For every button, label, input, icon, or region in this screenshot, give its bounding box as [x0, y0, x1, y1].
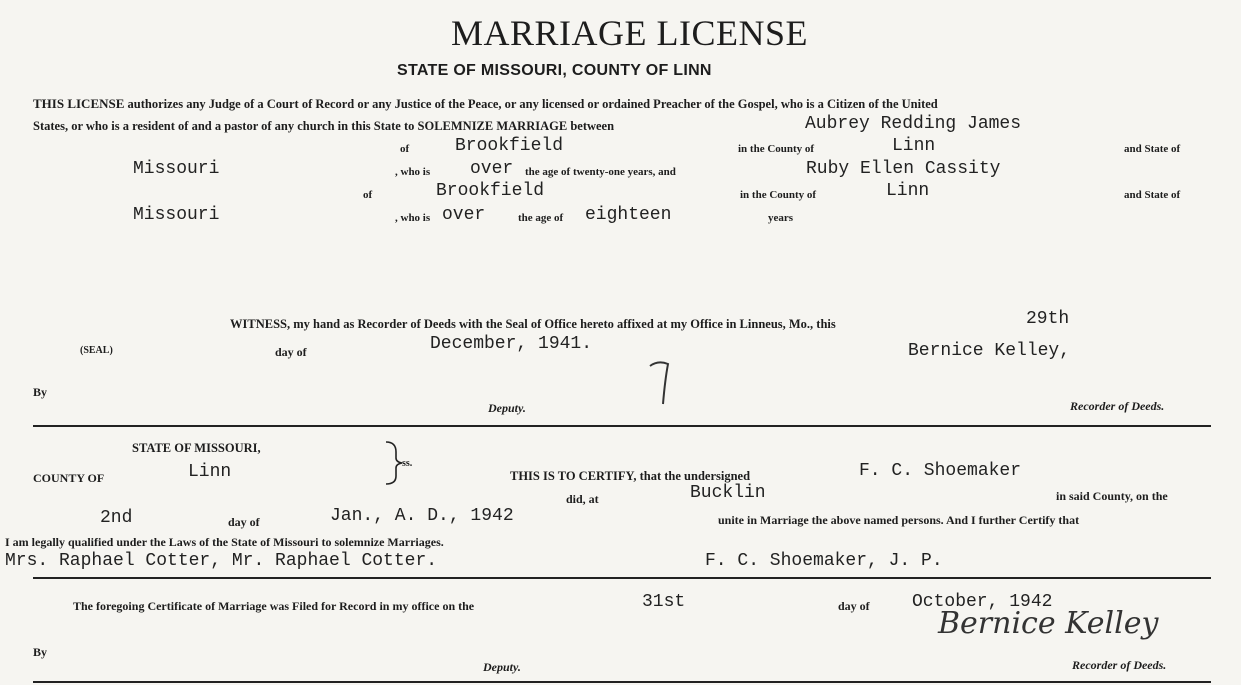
filing-day-of-label: day of: [838, 599, 870, 613]
license-line-2: States, or who is a resident of and a pastor of any church in this State to SOLEMNIZE MARRIAGE between: [33, 119, 615, 133]
qualified-text: I am legally qualified under the Laws of the State of Missouri to solemnize Marriages.: [5, 535, 444, 549]
bride-age: over: [442, 205, 486, 225]
unite-text: unite in Marriage the above named persons. And I further Certify that: [718, 513, 1080, 527]
who-is-label-2: , who is: [395, 212, 431, 224]
handwritten-mark: [648, 358, 674, 408]
witness-month-year: December, 1941.: [430, 334, 593, 354]
ss-label: ss.: [402, 458, 413, 469]
in-county-label: in the County of: [738, 143, 815, 155]
bride-city: Brookfield: [436, 181, 545, 201]
groom-name: Aubrey Redding James: [805, 114, 1022, 134]
seal-label: (SEAL): [80, 345, 113, 356]
officiant-name: F. C. Shoemaker: [859, 461, 1022, 481]
bride-age-label: the age of: [518, 212, 564, 224]
recorder-name: Bernice Kelley,: [908, 341, 1071, 361]
in-said-county-label: in said County, on the: [1056, 489, 1168, 503]
witness-text: WITNESS, my hand as Recorder of Deeds with the Seal of Office hereto affixed at my Office in Linneus, Mo., this: [230, 317, 836, 331]
cert-place: Bucklin: [690, 483, 766, 503]
did-at-label: did, at: [566, 492, 599, 506]
divider: [33, 425, 1211, 427]
filing-text: The foregoing Certificate of Marriage was Filed for Record in my office on the: [73, 599, 475, 613]
groom-county: Linn: [892, 136, 936, 156]
of-label: of: [400, 143, 410, 155]
brace-icon: [382, 440, 404, 486]
state-of-label-2: and State of: [1124, 189, 1181, 201]
by-label: By: [33, 385, 48, 399]
cert-state-label: STATE OF MISSOURI,: [132, 441, 261, 455]
license-lead: THIS LICENSE: [33, 96, 125, 111]
bride-state: Missouri: [133, 205, 220, 225]
divider-2: [33, 577, 1211, 579]
page-title: MARRIAGE LICENSE: [451, 13, 808, 53]
in-county-label-2: in the County of: [740, 189, 817, 201]
witness-day: 29th: [1026, 309, 1070, 329]
filing-recorder-label: Recorder of Deeds.: [1072, 658, 1167, 672]
groom-age-text: the age of twenty-one years, and: [525, 166, 676, 178]
cert-county-label: COUNTY OF: [33, 471, 105, 485]
of-label-2: of: [363, 189, 373, 201]
deputy-label: Deputy.: [488, 401, 526, 415]
license-line-1: [33, 96, 938, 112]
cert-day-of-label: day of: [228, 515, 260, 529]
groom-age: over: [470, 159, 514, 179]
groom-city: Brookfield: [455, 136, 564, 156]
groom-state: Missouri: [133, 159, 220, 179]
cert-county-value: Linn: [188, 462, 232, 482]
state-of-label: and State of: [1124, 143, 1181, 155]
filing-month-year: October, 1942: [912, 592, 1053, 612]
years-label: years: [768, 212, 794, 224]
filing-day: 31st: [642, 592, 686, 612]
cert-day: 2nd: [100, 508, 133, 528]
page-subtitle: STATE OF MISSOURI, COUNTY OF LINN: [397, 62, 712, 79]
filing-by-label: By: [33, 645, 48, 659]
cert-date: Jan., A. D., 1942: [330, 506, 514, 526]
recorder-signature: Bernice Kelley: [938, 606, 1159, 641]
bride-county: Linn: [886, 181, 930, 201]
filing-deputy-label: Deputy.: [483, 660, 521, 674]
bride-age-years: eighteen: [585, 205, 672, 225]
officiant-title: F. C. Shoemaker, J. P.: [705, 551, 943, 571]
certify-text: THIS IS TO CERTIFY, that the undersigned: [510, 469, 751, 483]
bride-name: Ruby Ellen Cassity: [806, 159, 1001, 179]
cert-witnesses: Mrs. Raphael Cotter, Mr. Raphael Cotter.: [5, 551, 438, 571]
day-of-label: day of: [275, 345, 307, 359]
license-line-1-text: authorizes any Judge of a Court of Record or any Justice of the Peace, or any licensed or ordained Preacher of the Gospel, who is a Citizen of the United: [127, 97, 938, 111]
bottom-divider: [33, 681, 1211, 683]
recorder-label: Recorder of Deeds.: [1070, 399, 1165, 413]
who-is-label: , who is: [395, 166, 431, 178]
